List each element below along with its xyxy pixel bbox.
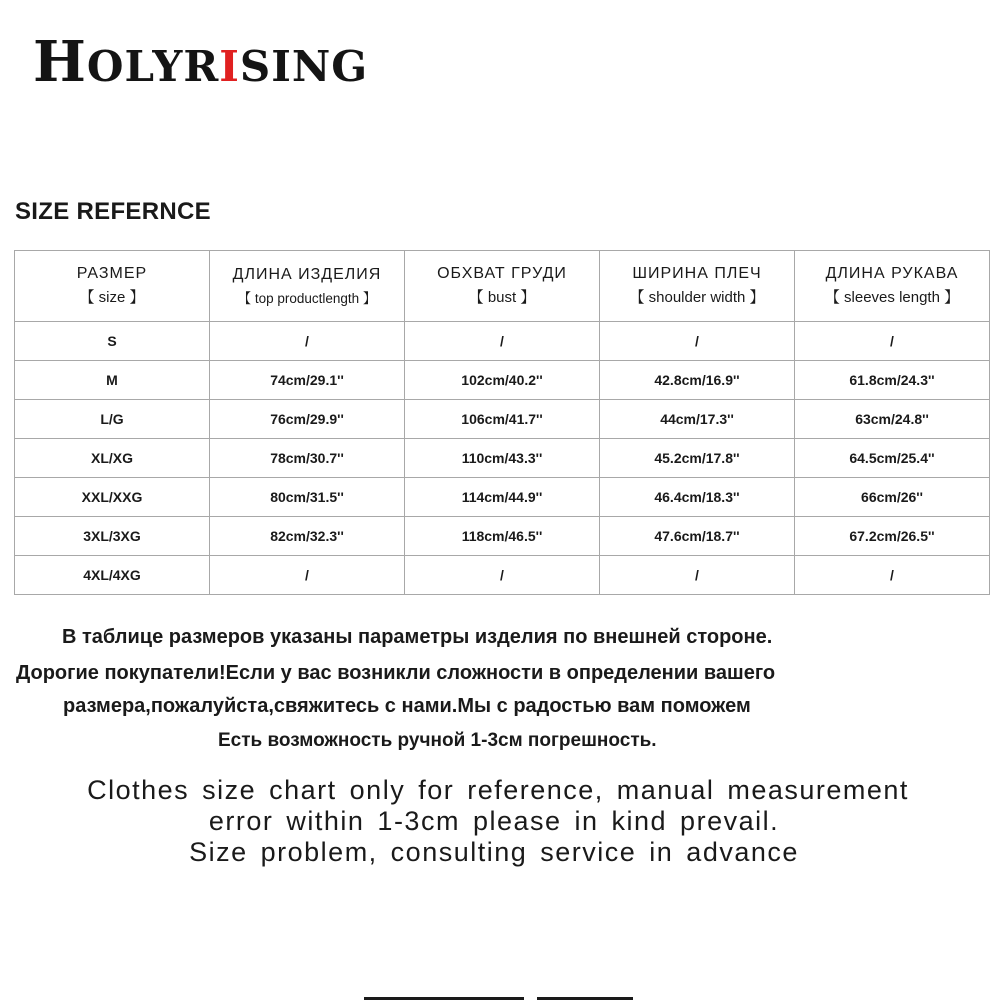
header-en: 【 shoulder width 】 <box>629 289 765 306</box>
bust-cell: 118cm/46.5'' <box>405 517 600 556</box>
sleeves-cell: 66cm/26'' <box>795 478 990 517</box>
logo-text-part1: OLYR <box>86 42 220 91</box>
length-cell: 82cm/32.3'' <box>210 517 405 556</box>
header-sleeves <box>795 251 990 322</box>
table-row <box>15 400 990 439</box>
note-ru-4: Есть возможность ручной 1-3см погрешность. <box>218 730 657 751</box>
length-cell: 74cm/29.1'' <box>210 361 405 400</box>
size-cell: 3XL/3XG <box>15 517 210 556</box>
header-ru: ДЛИНА ИЗДЕЛИЯ <box>232 265 382 283</box>
header-shoulder <box>600 251 795 322</box>
table-row <box>15 439 990 478</box>
length-cell: / <box>210 322 405 361</box>
header-en: 【 size 】 <box>79 289 145 306</box>
header-bust <box>405 251 600 322</box>
logo-letter-h: H <box>33 29 87 95</box>
size-table <box>14 250 990 595</box>
table-row <box>15 556 990 595</box>
length-cell: 76cm/29.9'' <box>210 400 405 439</box>
bust-cell: 106cm/41.7'' <box>405 400 600 439</box>
size-cell: M <box>15 361 210 400</box>
size-cell: XXL/XXG <box>15 478 210 517</box>
table-row <box>15 517 990 556</box>
length-cell: 78cm/30.7'' <box>210 439 405 478</box>
section-title: SIZE REFERNCE <box>15 198 211 225</box>
size-cell: 4XL/4XG <box>15 556 210 595</box>
shoulder-cell: 47.6cm/18.7'' <box>600 517 795 556</box>
note-ru-3: размера,пожалуйста,свяжитесь с нами.Мы с радостью вам поможем <box>63 695 751 717</box>
table-row <box>15 361 990 400</box>
table-row <box>15 478 990 517</box>
bust-cell: / <box>405 322 600 361</box>
header-en: 【 top productlength 】 <box>237 290 377 306</box>
bust-cell: 102cm/40.2'' <box>405 361 600 400</box>
table-header-row <box>15 251 990 322</box>
size-cell: XL/XG <box>15 439 210 478</box>
sleeves-cell: 61.8cm/24.3'' <box>795 361 990 400</box>
bust-cell: / <box>405 556 600 595</box>
note-en-1: Clothes size chart only for reference, manual measurement <box>87 775 909 805</box>
shoulder-cell: 45.2cm/17.8'' <box>600 439 795 478</box>
shoulder-cell: 42.8cm/16.9'' <box>600 361 795 400</box>
logo-red-letter: I <box>219 42 240 91</box>
sleeves-cell: 67.2cm/26.5'' <box>795 517 990 556</box>
note-ru-1: В таблице размеров указаны параметры изделия по внешней стороне. <box>62 626 773 648</box>
size-cell: S <box>15 322 210 361</box>
bust-cell: 110cm/43.3'' <box>405 439 600 478</box>
note-ru-2: Дорогие покупатели!Если у вас возникли сложности в определении вашего <box>16 662 776 684</box>
table-row <box>15 322 990 361</box>
header-en: 【 bust 】 <box>468 289 536 306</box>
logo-text-part2: SING <box>239 42 369 91</box>
header-ru: ОБХВАТ ГРУДИ <box>437 265 567 282</box>
shoulder-cell: / <box>600 322 795 361</box>
note-en-2: error within 1-3cm please in kind prevail. <box>208 806 780 836</box>
sleeves-cell: / <box>795 322 990 361</box>
header-length <box>210 251 405 322</box>
length-cell: / <box>210 556 405 595</box>
size-cell: L/G <box>15 400 210 439</box>
note-en-3: Size problem, consulting service in advance <box>189 837 799 867</box>
sleeves-cell: 64.5cm/25.4'' <box>795 439 990 478</box>
sleeves-cell: 63cm/24.8'' <box>795 400 990 439</box>
header-ru: РАЗМЕР <box>76 265 148 282</box>
header-size <box>15 251 210 322</box>
length-cell: 80cm/31.5'' <box>210 478 405 517</box>
brand-logo <box>33 29 369 95</box>
sleeves-cell: / <box>795 556 990 595</box>
shoulder-cell: 44cm/17.3'' <box>600 400 795 439</box>
shoulder-cell: 46.4cm/18.3'' <box>600 478 795 517</box>
header-ru: ДЛИНА РУКАВА <box>825 265 959 282</box>
header-ru: ШИРИНА ПЛЕЧ <box>632 265 762 282</box>
shoulder-cell: / <box>600 556 795 595</box>
bust-cell: 114cm/44.9'' <box>405 478 600 517</box>
header-en: 【 sleeves length 】 <box>824 289 960 306</box>
